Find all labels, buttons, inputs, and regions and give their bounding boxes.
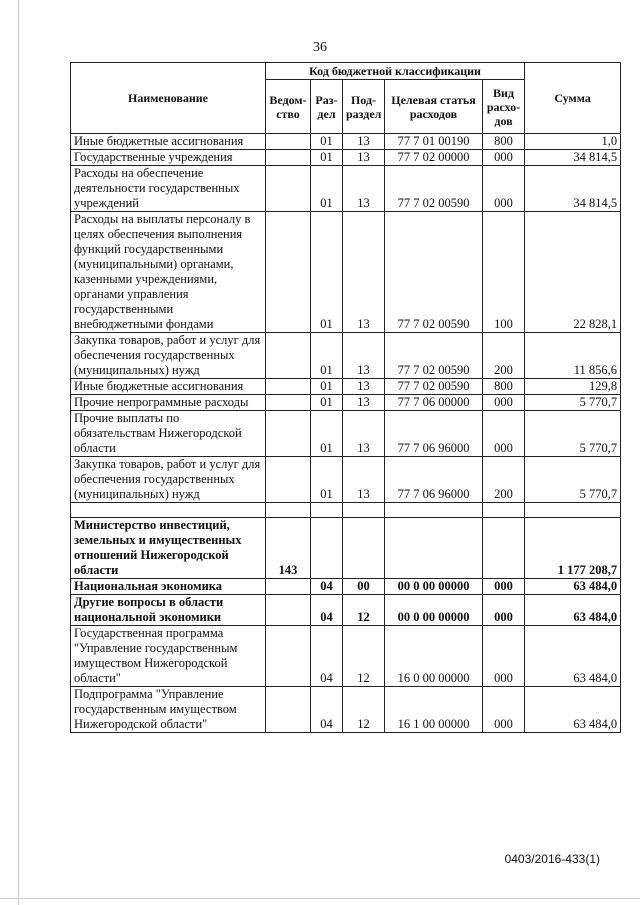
cell-amount: 5 770,7 [525, 457, 621, 503]
cell-section: 04 [311, 687, 343, 733]
cell-amount: 11 856,6 [525, 333, 621, 379]
empty-cell [525, 503, 621, 518]
cell-target-item [385, 518, 483, 579]
cell-amount: 5 770,7 [525, 395, 621, 411]
cell-name: Иные бюджетные ассигнования [71, 134, 266, 150]
cell-department [266, 411, 311, 457]
cell-section: 04 [311, 579, 343, 595]
cell-expense-type: 000 [483, 150, 525, 166]
cell-target-item: 77 7 02 00590 [385, 166, 483, 212]
table-header [71, 63, 621, 134]
cell-amount: 63 484,0 [525, 579, 621, 595]
table-row [71, 150, 621, 166]
cell-subsection: 12 [343, 687, 385, 733]
cell-expense-type: 000 [483, 411, 525, 457]
cell-target-item: 77 7 02 00590 [385, 379, 483, 395]
scan-bottom-line [0, 898, 640, 899]
budget-table [70, 62, 621, 733]
cell-name: Другие вопросы в области национальной экономики [71, 595, 266, 626]
cell-name: Государственные учреждения [71, 150, 266, 166]
cell-subsection: 00 [343, 579, 385, 595]
cell-target-item: 77 7 02 00590 [385, 212, 483, 333]
cell-department [266, 595, 311, 626]
cell-section: 01 [311, 411, 343, 457]
cell-subsection: 13 [343, 395, 385, 411]
cell-expense-type: 100 [483, 212, 525, 333]
cell-expense-type: 000 [483, 395, 525, 411]
cell-expense-type: 000 [483, 595, 525, 626]
cell-expense-type: 800 [483, 379, 525, 395]
table-row [71, 626, 621, 687]
cell-subsection: 12 [343, 626, 385, 687]
cell-expense-type: 800 [483, 134, 525, 150]
cell-section: 01 [311, 395, 343, 411]
cell-target-item: 77 7 02 00000 [385, 150, 483, 166]
empty-cell [71, 503, 266, 518]
table-row [71, 166, 621, 212]
cell-subsection: 13 [343, 212, 385, 333]
table-row [71, 411, 621, 457]
cell-name: Национальная экономика [71, 579, 266, 595]
cell-subsection: 13 [343, 411, 385, 457]
table-row [71, 687, 621, 733]
cell-department [266, 687, 311, 733]
cell-subsection: 13 [343, 150, 385, 166]
cell-name: Расходы на обеспечение деятельности государственных учреждений [71, 166, 266, 212]
cell-amount: 63 484,0 [525, 626, 621, 687]
cell-amount: 63 484,0 [525, 595, 621, 626]
cell-subsection [343, 518, 385, 579]
cell-department [266, 150, 311, 166]
cell-name: Иные бюджетные ассигнования [71, 379, 266, 395]
cell-target-item: 77 7 06 00000 [385, 395, 483, 411]
cell-department [266, 212, 311, 333]
cell-section: 01 [311, 212, 343, 333]
cell-target-item: 00 0 00 00000 [385, 579, 483, 595]
cell-name: Прочие непрограммные расходы [71, 395, 266, 411]
cell-department [266, 333, 311, 379]
cell-name: Прочие выплаты по обязательствам Нижегородской области [71, 411, 266, 457]
cell-name: Министерство инвестиций, земельных и имущественных отношений Нижегородской области [71, 518, 266, 579]
empty-cell [311, 503, 343, 518]
cell-department [266, 379, 311, 395]
cell-department [266, 166, 311, 212]
cell-subsection: 13 [343, 379, 385, 395]
page-number: 36 [313, 40, 327, 55]
cell-department [266, 395, 311, 411]
header-expense-type: Вид расхо-дов [483, 80, 525, 134]
cell-department: 143 [266, 518, 311, 579]
cell-target-item: 00 0 00 00000 [385, 595, 483, 626]
table-row [71, 134, 621, 150]
cell-department [266, 457, 311, 503]
cell-subsection: 13 [343, 134, 385, 150]
header-subsection: Под-раздел [343, 80, 385, 134]
cell-subsection: 13 [343, 457, 385, 503]
cell-target-item: 77 7 06 96000 [385, 411, 483, 457]
cell-amount: 34 814,5 [525, 150, 621, 166]
cell-amount: 5 770,7 [525, 411, 621, 457]
cell-section: 01 [311, 333, 343, 379]
header-target-item: Целевая статья расходов [385, 80, 483, 134]
cell-section: 01 [311, 379, 343, 395]
cell-department [266, 626, 311, 687]
header-section: Раз-дел [311, 80, 343, 134]
cell-target-item: 16 1 00 00000 [385, 687, 483, 733]
header-amount: Сумма [525, 63, 621, 134]
empty-cell [343, 503, 385, 518]
header-department: Ведом-ство [266, 80, 311, 134]
table-row [71, 212, 621, 333]
cell-amount: 1 177 208,7 [525, 518, 621, 579]
cell-amount: 1,0 [525, 134, 621, 150]
empty-cell [266, 503, 311, 518]
cell-name: Государственная программа "Управление государственным имуществом Нижегородской области" [71, 626, 266, 687]
cell-name: Расходы на выплаты персоналу в целях обеспечения выполнения функций государственными (муниципальными) органами, казенными учреждениями, органами управления государственными внебюджетными фондами [71, 212, 266, 333]
cell-expense-type: 000 [483, 687, 525, 733]
cell-expense-type: 000 [483, 579, 525, 595]
cell-department [266, 134, 311, 150]
table-row [71, 457, 621, 503]
header-name: Наименование [71, 63, 266, 134]
cell-section: 04 [311, 595, 343, 626]
scan-margin-line [18, 0, 19, 905]
cell-section: 01 [311, 150, 343, 166]
spacer-row [71, 503, 621, 518]
table-row [71, 379, 621, 395]
cell-expense-type: 000 [483, 166, 525, 212]
table-body [71, 134, 621, 733]
table-row [71, 579, 621, 595]
cell-section: 01 [311, 134, 343, 150]
cell-amount: 34 814,5 [525, 166, 621, 212]
cell-subsection: 13 [343, 166, 385, 212]
cell-department [266, 579, 311, 595]
cell-expense-type [483, 518, 525, 579]
cell-expense-type: 200 [483, 457, 525, 503]
cell-target-item: 77 7 02 00590 [385, 333, 483, 379]
cell-subsection: 13 [343, 333, 385, 379]
cell-name: Подпрограмма "Управление государственным имуществом Нижегородской области" [71, 687, 266, 733]
empty-cell [385, 503, 483, 518]
cell-expense-type: 000 [483, 626, 525, 687]
cell-name: Закупка товаров, работ и услуг для обеспечения государственных (муниципальных) нужд [71, 457, 266, 503]
cell-amount: 22 828,1 [525, 212, 621, 333]
table-row [71, 333, 621, 379]
cell-amount: 129,8 [525, 379, 621, 395]
empty-cell [483, 503, 525, 518]
table-row [71, 518, 621, 579]
cell-amount: 63 484,0 [525, 687, 621, 733]
header-code-group: Код бюджетной классификации [266, 63, 525, 80]
cell-subsection: 12 [343, 595, 385, 626]
cell-section: 04 [311, 626, 343, 687]
document-code: 0403/2016-433(1) [504, 852, 600, 866]
cell-target-item: 77 7 01 00190 [385, 134, 483, 150]
cell-section [311, 518, 343, 579]
table-row [71, 595, 621, 626]
cell-target-item: 77 7 06 96000 [385, 457, 483, 503]
table-row [71, 395, 621, 411]
cell-name: Закупка товаров, работ и услуг для обеспечения государственных (муниципальных) нужд [71, 333, 266, 379]
cell-section: 01 [311, 457, 343, 503]
cell-target-item: 16 0 00 00000 [385, 626, 483, 687]
cell-expense-type: 200 [483, 333, 525, 379]
cell-section: 01 [311, 166, 343, 212]
